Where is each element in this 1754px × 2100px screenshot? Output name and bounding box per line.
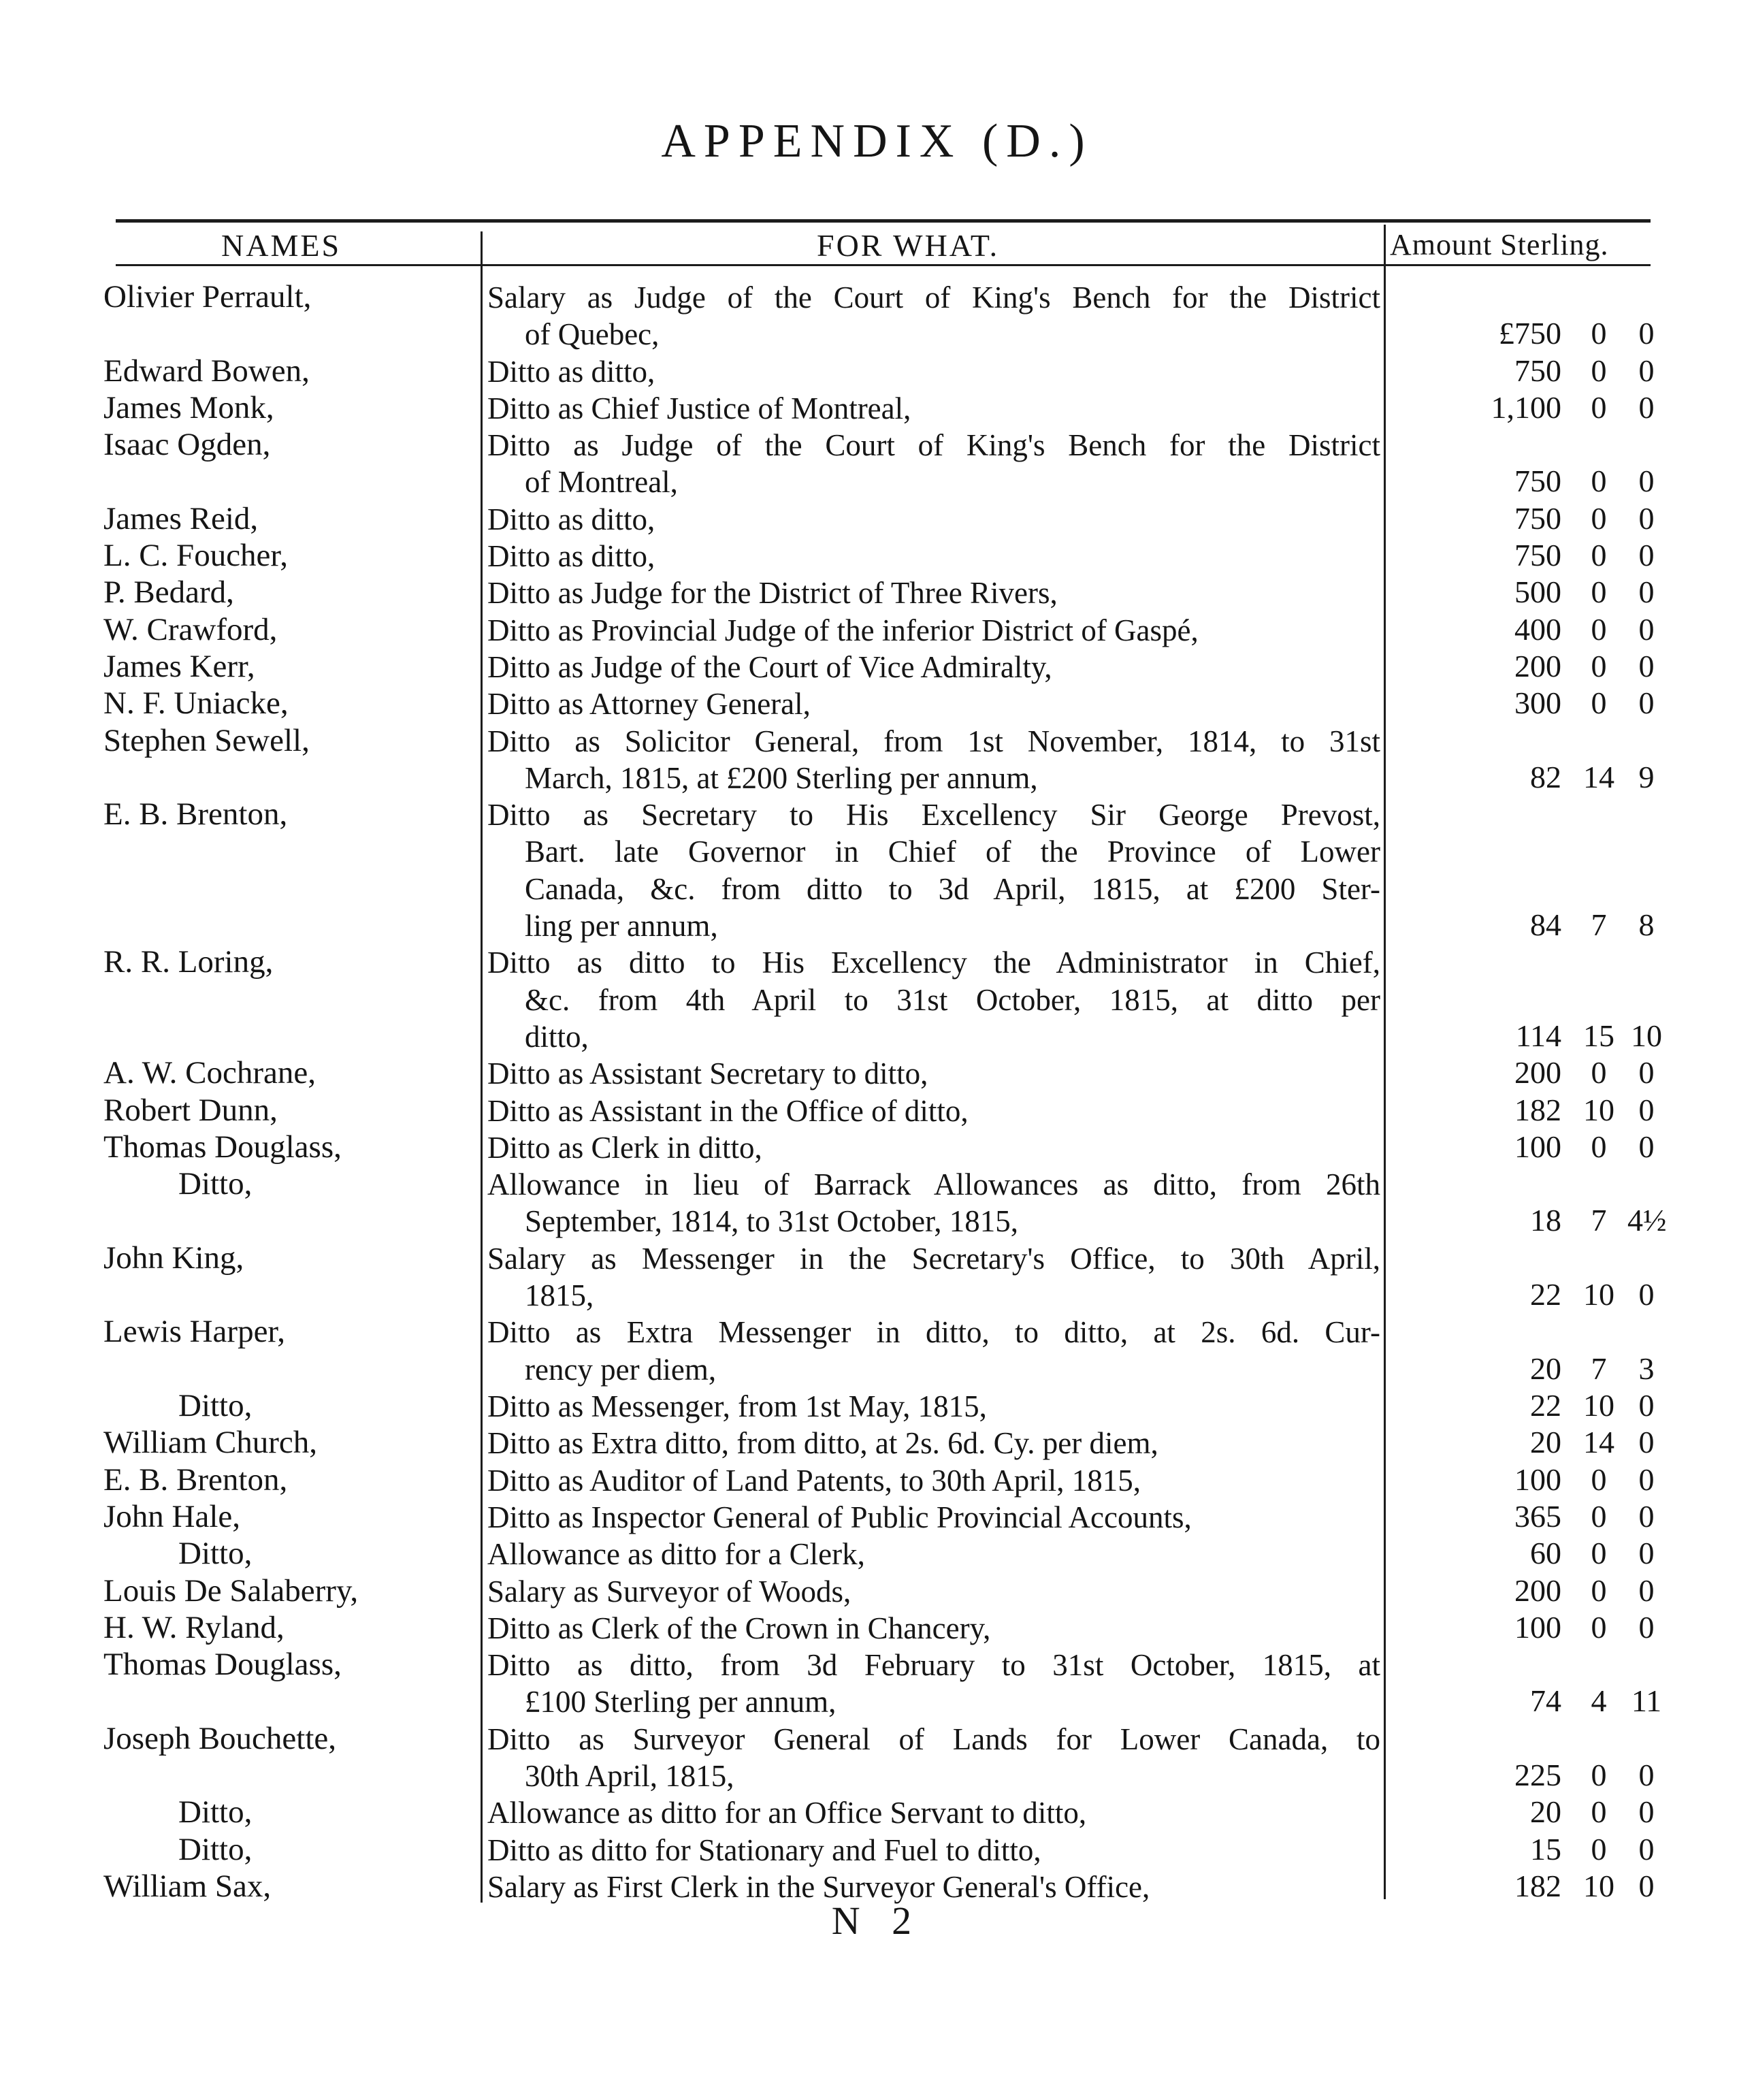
payee-name: John King, (103, 1240, 244, 1276)
table-row (0, 1240, 1754, 1314)
description-line: Ditto as Auditor of Land Patents, to 30th April, 1815, (487, 1463, 1141, 1498)
amount-pence: 4½ (1627, 1203, 1667, 1238)
payee-name: H. W. Ryland, (103, 1609, 285, 1645)
amount-pence: 0 (1638, 500, 1655, 536)
amount-shillings: 0 (1591, 1757, 1607, 1792)
payee-name: Stephen Sewell, (103, 722, 310, 758)
amount-shillings: 0 (1591, 464, 1607, 499)
table-row (0, 1499, 1754, 1536)
description-line: Ditto as Clerk of the Crown in Chancery, (487, 1611, 991, 1645)
amount-pounds: 1,100 (1491, 389, 1561, 425)
description-line: Ditto as ditto, (487, 539, 655, 574)
payee-name: Ditto, (178, 1794, 253, 1830)
description-line: Ditto as Judge for the District of Three Rivers, (487, 576, 1058, 611)
payment-description (487, 1573, 1380, 1610)
amount-pence: 0 (1638, 353, 1655, 388)
payment-description (487, 538, 1380, 575)
description-line: Ditto as Assistant in the Office of ditto, (487, 1093, 969, 1128)
amount-shillings: 15 (1583, 1018, 1614, 1053)
amount-shillings: 0 (1591, 611, 1607, 647)
amount-shillings: 0 (1591, 1794, 1607, 1830)
amount-pounds: 60 (1530, 1536, 1561, 1571)
description-line: Ditto as Surveyor General of Lands for Lower Canada, to (487, 1722, 1380, 1756)
description-line: Canada, &c. from ditto to 3d April, 1815, at £200 Ster- (525, 871, 1380, 906)
amount-shillings: 0 (1591, 1055, 1607, 1091)
amount-pounds: 15 (1530, 1831, 1561, 1867)
amount-pounds: 225 (1514, 1757, 1561, 1792)
amount-pence: 0 (1638, 611, 1655, 647)
amount-pounds: 300 (1514, 685, 1561, 721)
amount-shillings: 10 (1583, 1277, 1614, 1312)
table-row (0, 685, 1754, 722)
amount-pounds: 750 (1514, 353, 1561, 388)
amount-pence: 0 (1638, 1609, 1655, 1645)
table-row (0, 1055, 1754, 1092)
table-row (0, 1462, 1754, 1499)
payment-description (487, 1536, 1380, 1572)
amount-shillings: 4 (1591, 1683, 1607, 1719)
table-row (0, 1388, 1754, 1425)
amount-pence: 0 (1638, 1794, 1655, 1830)
payee-name: R. R. Loring, (103, 944, 274, 980)
payment-description (487, 1499, 1380, 1536)
payment-description (487, 1129, 1380, 1166)
amount-shillings: 0 (1591, 500, 1607, 536)
payment-description (487, 1314, 1380, 1388)
amount-pence: 9 (1638, 759, 1655, 794)
payee-name: L. C. Foucher, (103, 538, 288, 574)
description-line: Ditto as Chief Justice of Montreal, (487, 391, 911, 425)
table-row (0, 612, 1754, 649)
column-header-amount: Amount Sterling. (1390, 228, 1609, 261)
amount-pence: 0 (1638, 1831, 1655, 1867)
payment-description (487, 1093, 1380, 1129)
amount-shillings: 0 (1591, 1536, 1607, 1571)
amount-pounds: 100 (1514, 1609, 1561, 1645)
amount-pence: 0 (1638, 1757, 1655, 1792)
description-line: of Montreal, (525, 465, 678, 500)
amount-pence: 0 (1638, 1425, 1655, 1460)
amount-pence: 8 (1638, 907, 1655, 943)
amount-pounds: 500 (1514, 575, 1561, 610)
description-line: £100 Sterling per annum, (525, 1685, 837, 1719)
payee-name: William Sax, (103, 1868, 272, 1904)
description-line: Ditto as ditto, (487, 502, 655, 536)
payment-description (487, 279, 1380, 353)
description-line: Ditto as Inspector General of Public Provincial Accounts, (487, 1500, 1192, 1534)
description-line: Ditto as Secretary to His Excellency Sir George Prevost, (487, 798, 1380, 833)
description-line: &c. from 4th April to 31st October, 1815, at ditto per (525, 982, 1380, 1017)
column-header-for-what: FOR WHAT. (817, 228, 1000, 263)
amount-pounds: 750 (1514, 538, 1561, 573)
amount-pounds: 100 (1514, 1461, 1561, 1497)
amount-pounds: 750 (1514, 464, 1561, 499)
page-title: APPENDIX (D.) (661, 115, 1093, 167)
description-line: Salary as First Clerk in the Surveyor General's Office, (487, 1869, 1150, 1904)
description-line: ditto, (525, 1019, 589, 1054)
payment-description (487, 575, 1380, 611)
table-row (0, 501, 1754, 538)
amount-shillings: 0 (1591, 575, 1607, 610)
payee-name: W. Crawford, (103, 611, 278, 647)
payee-name: Isaac Ogden, (103, 427, 271, 463)
amount-shillings: 0 (1591, 316, 1607, 351)
payee-name: N. F. Uniacke, (103, 685, 289, 722)
amount-pounds: 200 (1514, 1572, 1561, 1608)
table-row (0, 649, 1754, 685)
header-rule (116, 264, 1651, 266)
description-line: Ditto as ditto, (487, 354, 655, 389)
payee-name: Joseph Bouchette, (103, 1720, 336, 1756)
description-line: Ditto as Judge of the Court of King's Bench for the District (487, 428, 1380, 463)
amount-pence: 0 (1638, 1461, 1655, 1497)
amount-pence: 0 (1638, 649, 1655, 683)
payment-description (487, 1166, 1380, 1240)
amount-pence: 0 (1638, 1388, 1655, 1423)
amount-shillings: 0 (1591, 1609, 1607, 1645)
description-line: March, 1815, at £200 Sterling per annum, (525, 760, 1038, 795)
payee-name: A. W. Cochrane, (103, 1055, 316, 1091)
payee-name: E. B. Brenton, (103, 796, 288, 833)
amount-shillings: 0 (1591, 1498, 1607, 1534)
amount-shillings: 0 (1591, 538, 1607, 573)
amount-pence: 3 (1638, 1351, 1655, 1386)
amount-pence: 0 (1638, 389, 1655, 425)
table-row (0, 944, 1754, 1055)
amount-shillings: 10 (1583, 1868, 1614, 1903)
table-row (0, 353, 1754, 390)
description-line: of Quebec, (525, 317, 660, 352)
payment-description (487, 1425, 1380, 1461)
amount-pence: 0 (1638, 1055, 1655, 1091)
payment-description (487, 501, 1380, 538)
payee-name: Ditto, (178, 1166, 253, 1202)
amount-pounds: 100 (1514, 1129, 1561, 1164)
table-row (0, 279, 1754, 353)
description-line: Ditto as Extra Messenger in ditto, to ditto, at 2s. 6d. Cur- (487, 1315, 1380, 1350)
amount-pence: 0 (1638, 538, 1655, 573)
description-line: Bart. late Governor in Chief of the Province of Lower (525, 835, 1380, 869)
payee-name: Lewis Harper, (103, 1314, 285, 1350)
description-line: Ditto as Judge of the Court of Vice Admiralty, (487, 650, 1052, 684)
payment-description (487, 1610, 1380, 1647)
table-row (0, 1314, 1754, 1388)
payment-description (487, 1832, 1380, 1869)
table-row (0, 1129, 1754, 1166)
description-line: Salary as Messenger in the Secretary's Office, to 30th April, (487, 1241, 1380, 1276)
amount-pence: 10 (1631, 1018, 1662, 1053)
amount-pounds: 182 (1514, 1092, 1561, 1127)
payee-name: James Kerr, (103, 649, 255, 684)
table-row (0, 1832, 1754, 1869)
payment-description (487, 612, 1380, 649)
table-row (0, 1794, 1754, 1831)
amount-shillings: 14 (1583, 759, 1614, 794)
description-line: Ditto as ditto to His Excellency the Administrator in Chief, (487, 946, 1380, 980)
amount-pence: 0 (1638, 1129, 1655, 1164)
payment-description (487, 723, 1380, 797)
amount-shillings: 0 (1591, 1831, 1607, 1867)
amount-shillings: 0 (1591, 1461, 1607, 1497)
payment-description (487, 1721, 1380, 1795)
table-row (0, 1166, 1754, 1240)
payment-description (487, 1388, 1380, 1425)
payment-description (487, 1794, 1380, 1831)
table-row (0, 1573, 1754, 1610)
amount-pounds: 22 (1530, 1388, 1561, 1423)
table-row (0, 1536, 1754, 1572)
payee-name: Robert Dunn, (103, 1092, 278, 1128)
table-row (0, 1610, 1754, 1647)
payment-description (487, 796, 1380, 944)
payee-name: P. Bedard, (103, 575, 234, 611)
description-line: ling per annum, (525, 909, 718, 943)
payment-description (487, 649, 1380, 685)
description-line: Ditto as Assistant Secretary to ditto, (487, 1056, 928, 1091)
description-line: Ditto as Messenger, from 1st May, 1815, (487, 1389, 987, 1423)
amount-pence: 0 (1638, 1536, 1655, 1571)
amount-pence: 0 (1638, 575, 1655, 610)
payment-description (487, 685, 1380, 722)
amount-shillings: 14 (1583, 1425, 1614, 1460)
table-row (0, 723, 1754, 797)
table-row (0, 538, 1754, 575)
description-line: Salary as Surveyor of Woods, (487, 1574, 851, 1609)
amount-pounds: 365 (1514, 1498, 1561, 1534)
amount-pounds: 20 (1530, 1425, 1561, 1460)
amount-shillings: 0 (1591, 1572, 1607, 1608)
description-line: 1815, (525, 1278, 594, 1313)
description-line: Ditto as ditto for Stationary and Fuel to ditto, (487, 1832, 1041, 1867)
table-top-rule (116, 219, 1651, 223)
amount-pence: 0 (1638, 1092, 1655, 1127)
amount-pounds: 84 (1530, 907, 1561, 943)
amount-pounds: £750 (1499, 316, 1561, 351)
amount-pounds: 22 (1530, 1277, 1561, 1312)
table-row (0, 575, 1754, 611)
amount-pence: 0 (1638, 1498, 1655, 1534)
amount-pence: 0 (1638, 1277, 1655, 1312)
amount-shillings: 10 (1583, 1092, 1614, 1127)
payment-description (487, 1462, 1380, 1499)
payment-description (487, 944, 1380, 1055)
amount-shillings: 7 (1591, 1203, 1607, 1238)
description-line: Ditto as Attorney General, (487, 687, 811, 722)
payee-name: James Reid, (103, 500, 259, 536)
payee-name: Olivier Perrault, (103, 279, 312, 314)
amount-pounds: 18 (1530, 1203, 1561, 1238)
payee-name: Thomas Douglass, (103, 1647, 342, 1683)
description-line: Ditto as Clerk in ditto, (487, 1130, 762, 1165)
table-row (0, 427, 1754, 501)
column-header-names: NAMES (221, 228, 342, 263)
table-row (0, 390, 1754, 427)
signature-mark: N 2 (831, 1899, 923, 1943)
table-row (0, 1721, 1754, 1795)
amount-pence: 0 (1638, 464, 1655, 499)
amount-pounds: 82 (1530, 759, 1561, 794)
payee-name: James Monk, (103, 389, 274, 425)
payee-name: E. B. Brenton, (103, 1461, 288, 1498)
description-line: Ditto as Solicitor General, from 1st November, 1814, to 31st (487, 724, 1380, 758)
payment-description (487, 1647, 1380, 1721)
amount-pence: 0 (1638, 1868, 1655, 1903)
amount-pounds: 20 (1530, 1794, 1561, 1830)
amount-shillings: 0 (1591, 353, 1607, 388)
payment-description (487, 427, 1380, 501)
table-row (0, 1647, 1754, 1721)
payee-name: Edward Bowen, (103, 353, 310, 389)
amount-pounds: 200 (1514, 649, 1561, 683)
description-line: Allowance in lieu of Barrack Allowances as ditto, from 26th (487, 1167, 1380, 1202)
description-line: Allowance as ditto for a Clerk, (487, 1537, 865, 1572)
description-line: Allowance as ditto for an Office Servant to ditto, (487, 1796, 1087, 1830)
payee-name: William Church, (103, 1425, 317, 1461)
payment-description (487, 390, 1380, 427)
amount-pounds: 182 (1514, 1868, 1561, 1903)
description-line: 30th April, 1815, (525, 1758, 734, 1793)
table-row (0, 796, 1754, 944)
amount-pence: 0 (1638, 316, 1655, 351)
amount-pounds: 20 (1530, 1351, 1561, 1386)
payment-description (487, 353, 1380, 390)
amount-pounds: 114 (1515, 1018, 1561, 1053)
amount-pounds: 400 (1514, 611, 1561, 647)
amount-pence: 0 (1638, 1572, 1655, 1608)
amount-pence: 11 (1631, 1683, 1662, 1719)
amount-pounds: 74 (1530, 1683, 1561, 1719)
description-line: Salary as Judge of the Court of King's Bench for the District (487, 280, 1380, 314)
amount-pounds: 750 (1514, 500, 1561, 536)
amount-shillings: 0 (1591, 389, 1607, 425)
amount-shillings: 10 (1583, 1388, 1614, 1423)
table-row (0, 1093, 1754, 1129)
payee-name: Ditto, (178, 1831, 253, 1867)
payee-name: John Hale, (103, 1498, 241, 1534)
payment-description (487, 1055, 1380, 1092)
amount-shillings: 0 (1591, 685, 1607, 721)
description-line: Ditto as Extra ditto, from ditto, at 2s. 6d. Cy. per diem, (487, 1426, 1158, 1461)
payee-name: Ditto, (178, 1536, 253, 1572)
description-line: September, 1814, to 31st October, 1815, (525, 1204, 1019, 1239)
amount-shillings: 0 (1591, 649, 1607, 683)
amount-pounds: 200 (1514, 1055, 1561, 1091)
table-row (0, 1425, 1754, 1461)
description-line: Ditto as Provincial Judge of the inferior District of Gaspé, (487, 613, 1199, 647)
payment-description (487, 1240, 1380, 1314)
payee-name: Ditto, (178, 1388, 253, 1423)
amount-shillings: 7 (1591, 907, 1607, 943)
payee-name: Thomas Douglass, (103, 1129, 342, 1165)
description-line: rency per diem, (525, 1352, 717, 1387)
amount-shillings: 0 (1591, 1129, 1607, 1164)
amount-shillings: 7 (1591, 1351, 1607, 1386)
description-line: Ditto as ditto, from 3d February to 31st October, 1815, at (487, 1648, 1380, 1683)
amount-pence: 0 (1638, 685, 1655, 721)
payee-name: Louis De Salaberry, (103, 1572, 359, 1609)
